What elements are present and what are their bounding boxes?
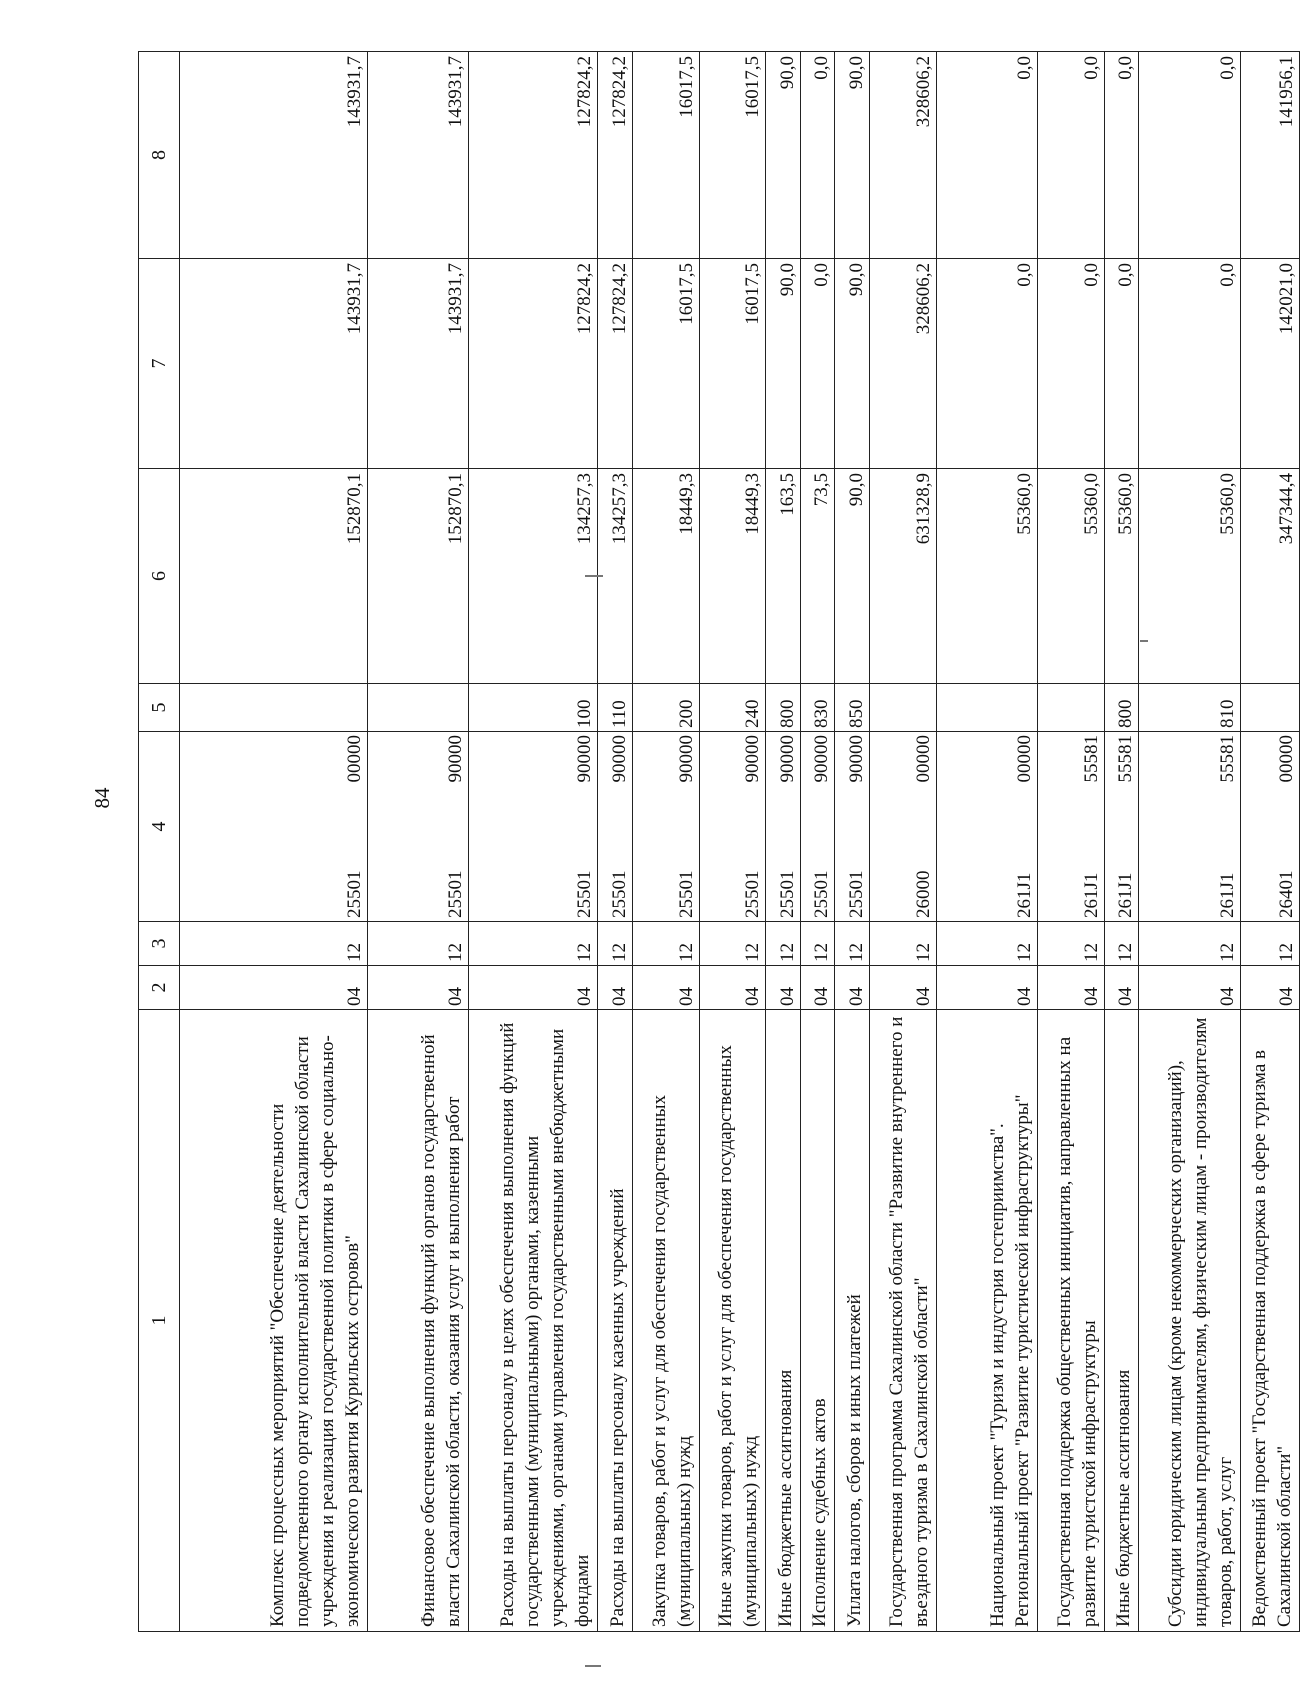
target-article-code [1215, 735, 1240, 918]
table-row [1104, 52, 1138, 1632]
cell-amount-col6: 134257,3 [598, 469, 632, 684]
cell-section: 04 [800, 966, 834, 1010]
target-article-part-a: 25501 [574, 870, 596, 918]
cell-expense-type [1240, 684, 1299, 732]
cell-amount-col7: 0,0 [1037, 259, 1104, 469]
cell-target-article [1240, 732, 1299, 922]
cell-expense-type [180, 684, 368, 732]
cell-amount-col6: 18449,3 [699, 469, 766, 684]
cell-subsection: 12 [869, 922, 936, 966]
cell-name: Уплата налогов, сборов и иных платежей [835, 1010, 869, 1632]
table-row [869, 52, 936, 1632]
cell-subsection: 12 [800, 922, 834, 966]
cell-expense-type: 110 [598, 684, 632, 732]
budget-table [138, 51, 1300, 1632]
cell-section: 04 [1037, 966, 1104, 1010]
table-row [699, 52, 766, 1632]
target-article-part-b: 90000 [811, 735, 833, 783]
header-col-2: 2 [139, 966, 180, 1010]
cell-amount-col6: 18449,3 [632, 469, 699, 684]
cell-target-article [800, 732, 834, 922]
budget-table-rotated [138, 52, 1300, 1632]
target-article-part-b: 55581 [1080, 735, 1102, 783]
cell-target-article [869, 732, 936, 922]
cell-amount-col6: 90,0 [835, 469, 869, 684]
target-article-code [740, 735, 765, 918]
cell-name: Расходы на выплаты персоналу в целях обеспечения выполнения функций государственными (муниципальными) органами, казенными учреждениями, органами управления государственными внебюджетными фондами [468, 1010, 597, 1632]
target-article-part-a: 25501 [742, 870, 764, 918]
cell-amount-col6: 134257,3 [468, 469, 597, 684]
cell-name: Иные закупки товаров, работ и услуг для обеспечения государственных (муниципальных) нужд [699, 1010, 766, 1632]
cell-expense-type [936, 684, 1037, 732]
table-row [468, 52, 597, 1632]
cell-name: Закупка товаров, работ и услуг для обеспечения государственных (муниципальных) нужд [632, 1010, 699, 1632]
table-row [1240, 52, 1299, 1632]
target-article-code [674, 735, 699, 918]
header-col-8: 8 [139, 52, 180, 259]
table-row [367, 52, 468, 1632]
cell-target-article [598, 732, 632, 922]
target-article-part-a: 25501 [444, 870, 466, 918]
cell-amount-col6: 55360,0 [1104, 469, 1138, 684]
cell-section: 04 [936, 966, 1037, 1010]
table-row [936, 52, 1037, 1632]
header-row [139, 52, 180, 1632]
target-article-part-a: 26000 [912, 870, 934, 918]
cell-section: 04 [598, 966, 632, 1010]
cell-amount-col6: 631328,9 [869, 469, 936, 684]
cell-amount-col8: 16017,5 [699, 52, 766, 259]
cell-amount-col8: 0,0 [936, 52, 1037, 259]
cell-target-article [936, 732, 1037, 922]
cell-expense-type: 810 [1139, 684, 1240, 732]
target-article-part-b: 90000 [742, 735, 764, 783]
cell-amount-col6: 55360,0 [1037, 469, 1104, 684]
target-article-code [572, 735, 597, 918]
cell-section: 04 [835, 966, 869, 1010]
cell-section: 04 [468, 966, 597, 1010]
cell-amount-col8: 328606,2 [869, 52, 936, 259]
target-article-part-b: 55581 [1115, 735, 1137, 783]
cell-expense-type: 200 [632, 684, 699, 732]
cell-target-article [367, 732, 468, 922]
cell-amount-col7: 0,0 [1104, 259, 1138, 469]
cell-amount-col6: 55360,0 [1139, 469, 1240, 684]
cell-name: Государственная поддержка общественных инициатив, направленных на развитие туристской инфраструктуры [1037, 1010, 1104, 1632]
cell-amount-col6: 163,5 [766, 469, 800, 684]
page-number: 84 [90, 787, 114, 809]
target-article-code [809, 735, 834, 918]
cell-amount-col8: 90,0 [766, 52, 800, 259]
cell-subsection: 12 [699, 922, 766, 966]
target-article-code [443, 735, 468, 918]
target-article-part-a: 25501 [845, 870, 867, 918]
cell-amount-col6: 347344,4 [1240, 469, 1299, 684]
cell-amount-col7: 127824,2 [468, 259, 597, 469]
cell-amount-col6: 152870,1 [180, 469, 368, 684]
target-article-code [607, 735, 632, 918]
header-col-5: 5 [139, 684, 180, 732]
cell-amount-col6: 73,5 [800, 469, 834, 684]
cell-amount-col7: 0,0 [1139, 259, 1240, 469]
cell-name: Иные бюджетные ассигнования [766, 1010, 800, 1632]
cell-amount-col8: 0,0 [1037, 52, 1104, 259]
table-row [1139, 52, 1240, 1632]
cell-subsection: 12 [1139, 922, 1240, 966]
cell-subsection: 12 [1037, 922, 1104, 966]
target-article-code [911, 735, 936, 918]
cell-subsection: 12 [766, 922, 800, 966]
table-row [766, 52, 800, 1632]
target-article-part-a: 25501 [343, 870, 365, 918]
target-article-part-a: 26401 [1276, 870, 1297, 918]
header-col-3: 3 [139, 922, 180, 966]
target-article-part-a: 25501 [608, 870, 630, 918]
table-row [180, 52, 368, 1632]
cell-amount-col7: 328606,2 [869, 259, 936, 469]
cell-target-article [1104, 732, 1138, 922]
cell-subsection: 12 [468, 922, 597, 966]
table-row [598, 52, 632, 1632]
cell-section: 04 [1240, 966, 1299, 1010]
table-body [180, 52, 1300, 1632]
target-article-part-a: 261J1 [1216, 872, 1238, 918]
cell-subsection: 12 [598, 922, 632, 966]
cell-section: 04 [1104, 966, 1138, 1010]
target-article-part-b: 00000 [343, 735, 365, 783]
target-article-part-a: 25501 [811, 870, 833, 918]
cell-amount-col8: 127824,2 [468, 52, 597, 259]
cell-section: 04 [699, 966, 766, 1010]
cell-name: Государственная программа Сахалинской области "Развитие внутреннего и въездного туризма в Сахалинской области" [869, 1010, 936, 1632]
cell-section: 04 [869, 966, 936, 1010]
cell-subsection: 12 [180, 922, 368, 966]
target-article-part-b: 00000 [912, 735, 934, 783]
target-article-code [775, 735, 800, 918]
cell-amount-col8: 90,0 [835, 52, 869, 259]
scan-mark [585, 1665, 601, 1667]
scan-mark [1140, 640, 1148, 642]
header-col-7: 7 [139, 259, 180, 469]
header-col-6: 6 [139, 469, 180, 684]
cell-name: Ведомственный проект "Государственная поддержка в сфере туризма в Сахалинской области" [1240, 1010, 1299, 1632]
cell-expense-type [869, 684, 936, 732]
cell-target-article [699, 732, 766, 922]
cell-amount-col7: 16017,5 [699, 259, 766, 469]
cell-amount-col7: 143931,7 [180, 259, 368, 469]
cell-section: 04 [180, 966, 368, 1010]
cell-target-article [632, 732, 699, 922]
cell-expense-type: 800 [766, 684, 800, 732]
cell-subsection: 12 [1240, 922, 1299, 966]
target-article-part-b: 90000 [574, 735, 596, 783]
cell-expense-type [1037, 684, 1104, 732]
cell-amount-col7: 90,0 [766, 259, 800, 469]
cell-name: Комплекс процессных мероприятий "Обеспечение деятельности подведомственного органу исполнительной власти Сахалинской области учреждения и реализация государственной политики в сфере социально-экономического развития Курильских островов" [180, 1010, 368, 1632]
cell-name: Финансовое обеспечение выполнения функций органов государственной власти Сахалинской области, оказания услуг и выполнения работ [367, 1010, 468, 1632]
cell-target-article [1037, 732, 1104, 922]
target-article-code [1079, 735, 1104, 918]
header-col-4: 4 [139, 732, 180, 922]
cell-amount-col7: 0,0 [800, 259, 834, 469]
cell-subsection: 12 [367, 922, 468, 966]
table-row [800, 52, 834, 1632]
cell-target-article [766, 732, 800, 922]
cell-subsection: 12 [936, 922, 1037, 966]
cell-section: 04 [766, 966, 800, 1010]
target-article-part-b: 90000 [675, 735, 697, 783]
cell-section: 04 [367, 966, 468, 1010]
target-article-code [1274, 735, 1299, 918]
cell-amount-col7: 143931,7 [367, 259, 468, 469]
cell-name: Субсидии юридическим лицам (кроме некоммерческих организаций), индивидуальным предпринимателям, физическим лицам - производителям товаров, работ, услуг [1139, 1010, 1240, 1632]
cell-section: 04 [1139, 966, 1240, 1010]
scan-mark [585, 575, 603, 577]
cell-target-article [180, 732, 368, 922]
header-col-1: 1 [139, 1010, 180, 1632]
table-row [835, 52, 869, 1632]
cell-name: Исполнение судебных актов [800, 1010, 834, 1632]
cell-expense-type: 830 [800, 684, 834, 732]
cell-expense-type: 800 [1104, 684, 1138, 732]
cell-amount-col8: 143931,7 [367, 52, 468, 259]
cell-name: Расходы на выплаты персоналу казенных учреждений [598, 1010, 632, 1632]
cell-amount-col7: 0,0 [936, 259, 1037, 469]
cell-expense-type: 850 [835, 684, 869, 732]
cell-amount-col8: 0,0 [800, 52, 834, 259]
target-article-part-b: 90000 [444, 735, 466, 783]
cell-section: 04 [632, 966, 699, 1010]
cell-target-article [468, 732, 597, 922]
target-article-part-b: 90000 [776, 735, 798, 783]
cell-amount-col8: 143931,7 [180, 52, 368, 259]
target-article-part-a: 261J1 [1115, 872, 1137, 918]
cell-amount-col6: 152870,1 [367, 469, 468, 684]
table-row [1037, 52, 1104, 1632]
cell-amount-col7: 16017,5 [632, 259, 699, 469]
cell-amount-col7: 142021,0 [1240, 259, 1299, 469]
cell-subsection: 12 [1104, 922, 1138, 966]
target-article-code [1012, 735, 1037, 918]
cell-amount-col8: 16017,5 [632, 52, 699, 259]
target-article-part-b: 90000 [608, 735, 630, 783]
cell-amount-col8: 127824,2 [598, 52, 632, 259]
table-row [632, 52, 699, 1632]
cell-expense-type [367, 684, 468, 732]
cell-expense-type: 240 [699, 684, 766, 732]
target-article-part-b: 90000 [845, 735, 867, 783]
cell-expense-type: 100 [468, 684, 597, 732]
target-article-part-b: 00000 [1276, 735, 1297, 783]
cell-amount-col8: 0,0 [1139, 52, 1240, 259]
target-article-part-a: 25501 [776, 870, 798, 918]
cell-amount-col6: 55360,0 [936, 469, 1037, 684]
target-article-code [844, 735, 869, 918]
target-article-code [342, 735, 367, 918]
target-article-part-a: 25501 [675, 870, 697, 918]
cell-subsection: 12 [835, 922, 869, 966]
cell-amount-col7: 127824,2 [598, 259, 632, 469]
cell-target-article [835, 732, 869, 922]
cell-name: Национальный проект "Туризм и индустрия гостеприимства". Региональный проект "Развитие туристической инфраструктуры" [936, 1010, 1037, 1632]
cell-name: Иные бюджетные ассигнования [1104, 1010, 1138, 1632]
cell-amount-col8: 0,0 [1104, 52, 1138, 259]
cell-target-article [1139, 732, 1240, 922]
target-article-part-a: 261J1 [1013, 872, 1035, 918]
target-article-code [1113, 735, 1138, 918]
target-article-part-b: 00000 [1013, 735, 1035, 783]
target-article-part-b: 55581 [1216, 735, 1238, 783]
target-article-part-a: 261J1 [1080, 872, 1102, 918]
cell-subsection: 12 [632, 922, 699, 966]
cell-amount-col8: 141956,1 [1240, 52, 1299, 259]
cell-amount-col7: 90,0 [835, 259, 869, 469]
